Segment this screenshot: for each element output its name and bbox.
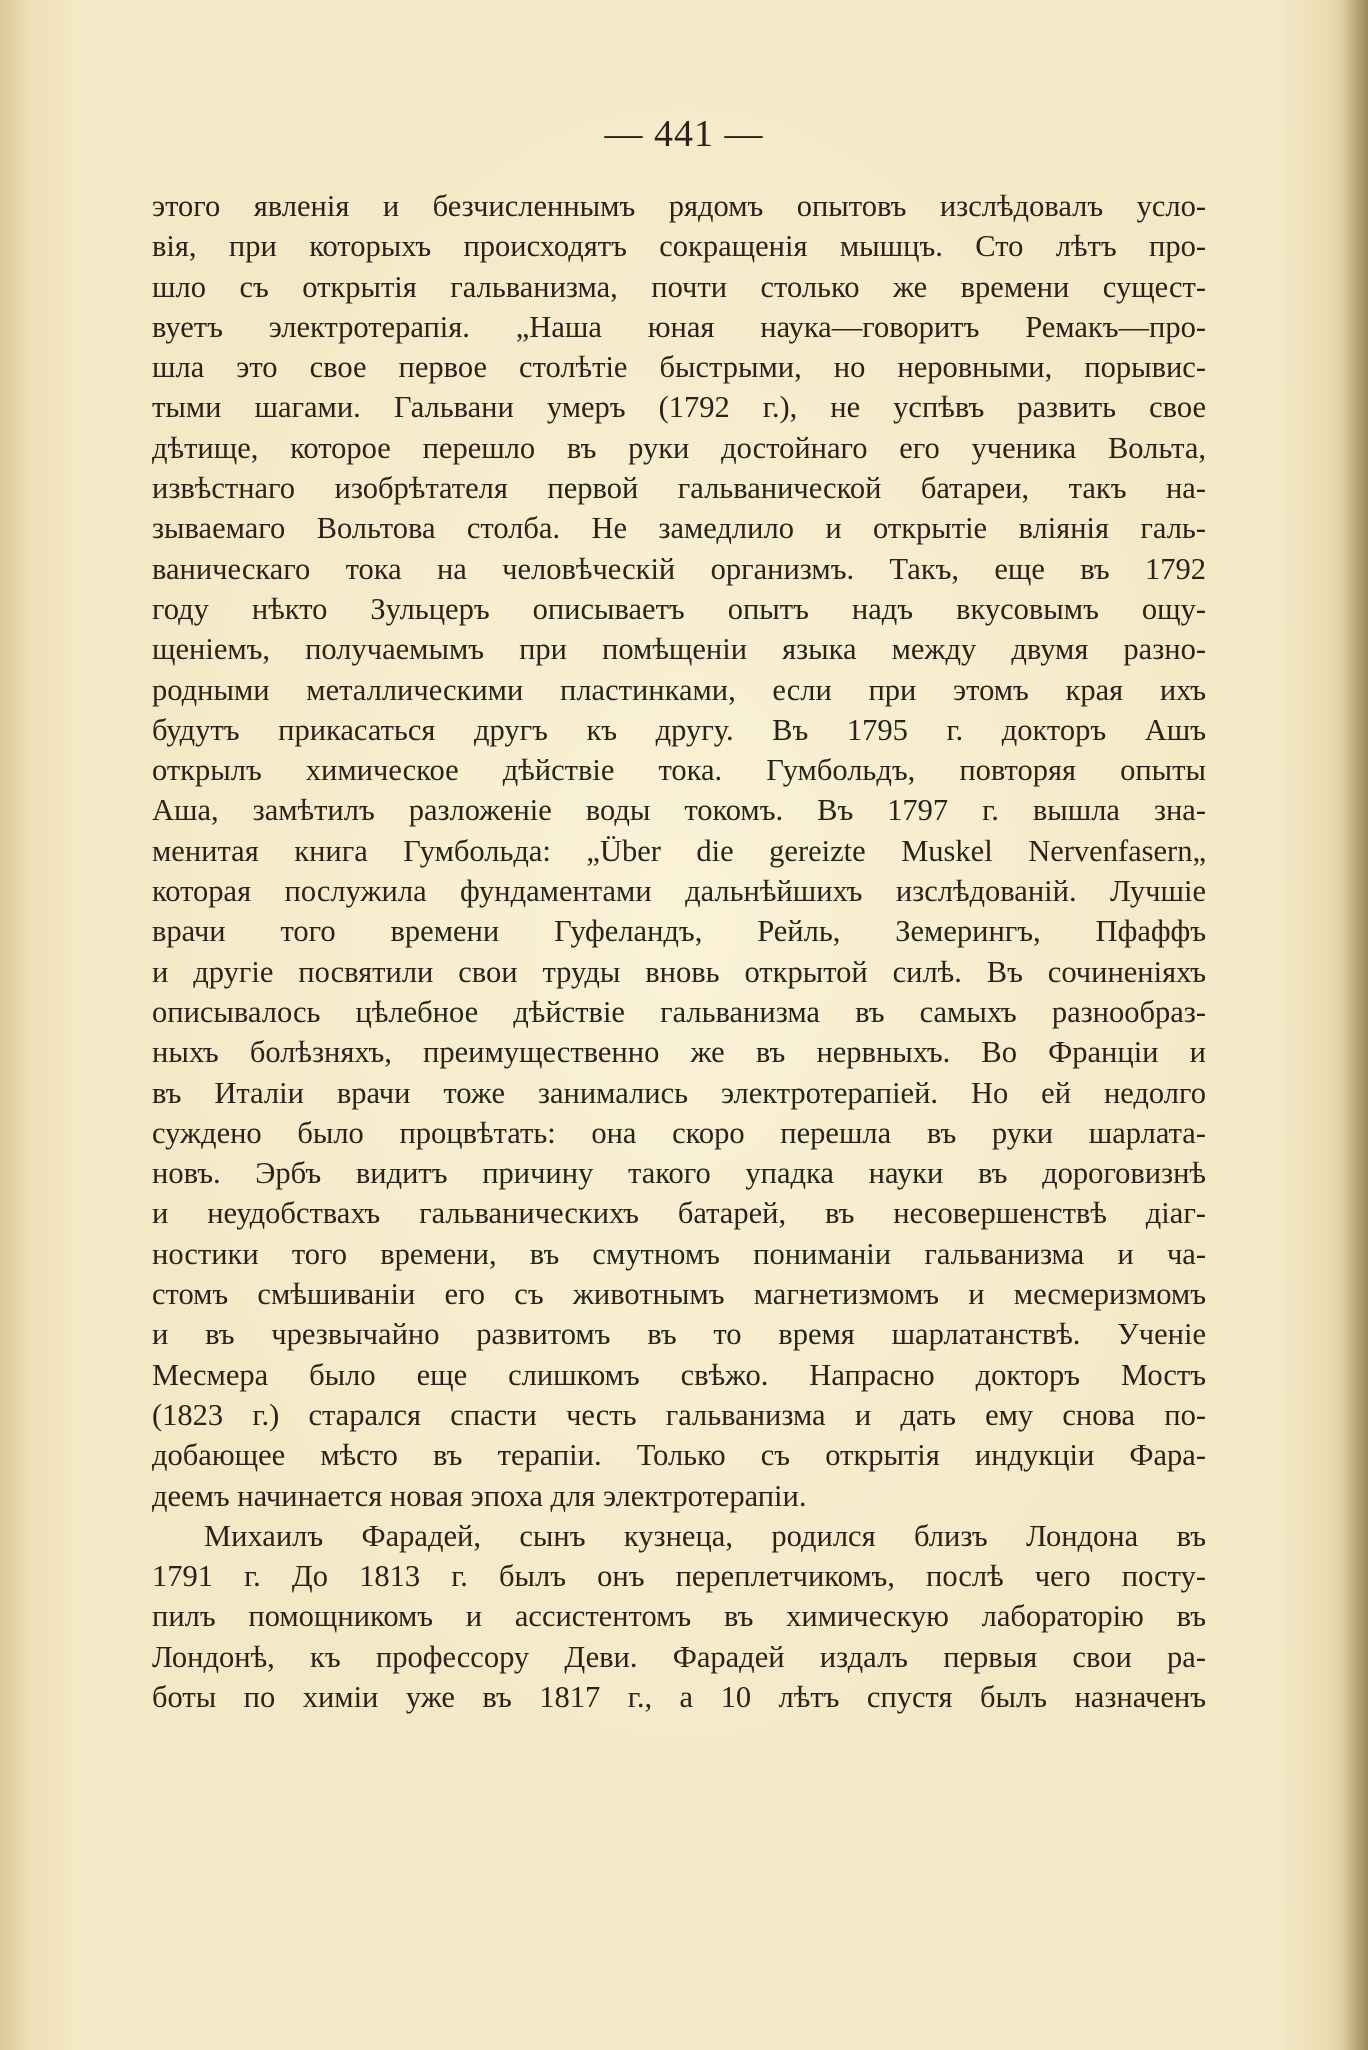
text-line: дѣтище, которое перешло въ руки достойнаго его ученика Вольта, — [152, 430, 1206, 465]
text-line: ваническаго тока на человѣческій организмъ. Такъ, еще въ 1792 — [152, 551, 1206, 586]
text-line: менитая книга Гумбольда: „Über die gereizte Muskel Nervenfasern„ — [152, 833, 1206, 868]
text-line: Месмера было еще слишкомъ свѣжо. Напрасно докторъ Мостъ — [152, 1357, 1206, 1392]
body-text — [152, 186, 1206, 1717]
text-line: зываемаго Вольтова столба. Не замедлило и открытіе вліянія галь- — [152, 511, 1206, 546]
paragraph-2 — [152, 1516, 1206, 1717]
paragraph-1 — [152, 186, 1206, 1516]
text-line: описывалось цѣлебное дѣйствіе гальванизма въ самыхъ разнообраз- — [152, 994, 1206, 1029]
text-line: суждено было процвѣтать: она скоро перешла въ руки шарлата- — [152, 1115, 1206, 1150]
text-line: добающее мѣсто въ терапіи. Только съ открытія индукціи Фара- — [152, 1438, 1206, 1473]
text-line: этого явленія и безчисленнымъ рядомъ опытовъ изслѣдовалъ усло- — [152, 189, 1206, 223]
text-line: шла это свое первое столѣтіе быстрыми, но неровными, порывис- — [152, 350, 1206, 385]
text-line: вія, при которыхъ происходятъ сокращенія мышцъ. Сто лѣтъ про- — [152, 229, 1206, 264]
text-line: и неудобствахъ гальваническихъ батарей, въ несовершенствѣ діаг- — [152, 1196, 1206, 1231]
text-line: щеніемъ, получаемымъ при помѣщеніи языка между двумя разно- — [152, 632, 1206, 667]
text-line: родными металлическими пластинками, если при этомъ края ихъ — [152, 672, 1206, 707]
text-line: и въ чрезвычайно развитомъ въ то время шарлатанствѣ. Ученіе — [152, 1317, 1206, 1352]
text-line: и другіе посвятили свои труды вновь открытой силѣ. Въ сочиненіяхъ — [152, 954, 1206, 989]
text-line: ностики того времени, въ смутномъ пониманіи гальванизма и ча- — [152, 1236, 1206, 1271]
text-line: шло съ открытія гальванизма, почти столько же времени сущест- — [152, 269, 1206, 304]
text-line: Михаилъ Фарадей, сынъ кузнеца, родился близъ Лондона въ — [204, 1518, 1206, 1553]
text-line: ныхъ болѣзняхъ, преимущественно же въ нервныхъ. Во Франціи и — [152, 1035, 1206, 1070]
text-line: новъ. Эрбъ видитъ причину такого упадка науки въ дороговизнѣ — [152, 1156, 1206, 1191]
text-line: 1791 г. До 1813 г. былъ онъ переплетчикомъ, послѣ чего посту- — [152, 1559, 1206, 1594]
text-line: боты по химіи уже въ 1817 г., а 10 лѣтъ спустя былъ назначенъ — [152, 1679, 1206, 1714]
text-line: извѣстнаго изобрѣтателя первой гальванической батареи, такъ на- — [152, 471, 1206, 506]
text-line: будутъ прикасаться другъ къ другу. Въ 1795 г. докторъ Ашъ — [152, 712, 1206, 747]
text-line: которая послужила фундаментами дальнѣйшихъ изслѣдованій. Лучшіе — [152, 874, 1206, 909]
text-line: вуетъ электротерапія. „Наша юная наука—говоритъ Ремакъ—про- — [152, 309, 1206, 344]
text-line: году нѣкто Зульцеръ описываетъ опытъ надъ вкусовымъ ощу- — [152, 591, 1206, 626]
text-line: врачи того времени Гуфеландъ, Рейль, Земерингъ, Пфаффъ — [152, 914, 1206, 949]
text-line: деемъ начинается новая эпоха для электротерапіи. — [152, 1478, 807, 1513]
text-line: (1823 г.) старался спасти честь гальванизма и дать ему снова по- — [152, 1397, 1206, 1432]
text-line: Аша, замѣтилъ разложеніе воды токомъ. Въ 1797 г. вышла зна- — [152, 793, 1206, 828]
text-line: Лондонѣ, къ профессору Деви. Фарадей издалъ первыя свои ра- — [152, 1639, 1206, 1674]
text-line: тыми шагами. Гальвани умеръ (1792 г.), не успѣвъ развить свое — [152, 390, 1206, 425]
text-line: пилъ помощникомъ и ассистентомъ въ химическую лабораторію въ — [152, 1599, 1206, 1634]
page-edge-shadow — [1342, 0, 1368, 2050]
text-line: стомъ смѣшиваніи его съ животнымъ магнетизмомъ и месмеризмомъ — [152, 1277, 1206, 1312]
text-line: въ Италіи врачи тоже занимались электротерапіей. Но ей недолго — [152, 1075, 1206, 1110]
text-line: открылъ химическое дѣйствіе тока. Гумбольдъ, повторяя опыты — [152, 753, 1206, 788]
page-number: — 441 — — [604, 113, 764, 155]
